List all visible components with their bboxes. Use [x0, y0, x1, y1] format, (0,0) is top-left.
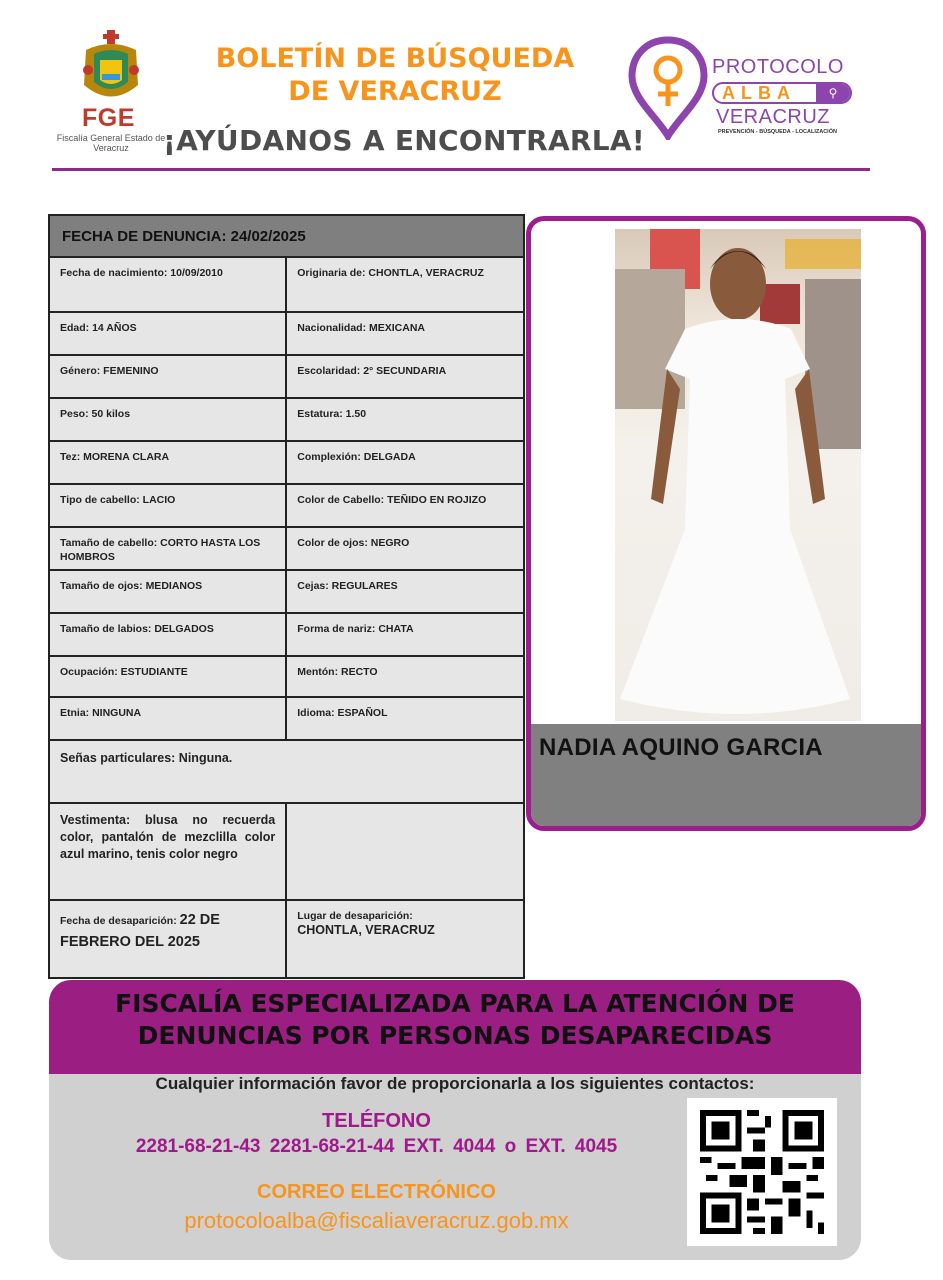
table-row — [50, 614, 523, 657]
build-cell: Complexión: DELGADA — [297, 451, 416, 463]
empty-cell — [287, 804, 523, 899]
personal-data-table — [48, 214, 525, 979]
age-cell: Edad: 14 AÑOS — [50, 313, 287, 354]
phone-heading: TELÉFONO — [322, 1110, 431, 1132]
occupation-cell: Ocupación: ESTUDIANTE — [50, 657, 287, 696]
prosecutor-office-banner — [49, 980, 861, 1076]
disappearance-date-value: 22 DE FEBRERO DEL 2025 — [60, 912, 220, 950]
missing-person-card — [526, 216, 926, 831]
veracruz-seal-logo — [78, 30, 144, 110]
prosecutor-office-title: FISCALÍA ESPECIALIZADA PARA LA ATENCIÓN DE DENUNCIAS POR PERSONAS DESAPARECIDAS — [115, 989, 795, 1050]
table-row — [50, 442, 523, 485]
language-cell: Idioma: ESPAÑOL — [297, 707, 388, 719]
weight-cell: Peso: 50 kilos — [50, 399, 287, 440]
eye-color-cell: Color de ojos: NEGRO — [297, 537, 410, 549]
height-cell: Estatura: 1.50 — [297, 408, 367, 420]
chin-cell: Mentón: RECTO — [297, 666, 378, 678]
distinguishing-marks-cell: Señas particulares: Ninguna. — [60, 751, 233, 765]
eye-size-cell: Tamaño de ojos: MEDIANOS — [50, 571, 287, 612]
qr-code[interactable] — [687, 1098, 837, 1246]
email-link[interactable]: protocoloalba@fiscaliaveracruz.gob.mx — [184, 1208, 569, 1233]
hair-color-cell: Color de Cabello: TEÑIDO EN ROJIZO — [297, 494, 487, 506]
schooling-cell: Escolaridad: 2° SECUNDARIA — [297, 365, 447, 377]
phone-numbers[interactable]: 2281-68-21-43 2281-68-21-44 EXT. 4044 o EXT. 4045 — [135, 1136, 618, 1157]
nose-shape-cell: Forma de nariz: CHATA — [297, 623, 414, 635]
table-row — [50, 657, 523, 698]
skin-tone-cell: Tez: MORENA CLARA — [50, 442, 287, 483]
header-divider — [52, 168, 870, 171]
table-row — [50, 741, 523, 804]
table-row — [50, 528, 523, 571]
qr-code-icon — [687, 1098, 837, 1246]
search-icon: ⚲ — [816, 84, 850, 102]
hair-type-cell: Tipo de cabello: LACIO — [50, 485, 287, 526]
table-row — [50, 399, 523, 442]
alba-search-bar — [712, 82, 852, 104]
bulletin-title-line1: BOLETÍN DE BÚSQUEDA — [215, 43, 575, 74]
ethnicity-cell: Etnia: NINGUNA — [50, 698, 287, 739]
table-row — [50, 901, 523, 977]
bulletin-title — [170, 42, 620, 108]
bulletin-title-line2: DE VERACRUZ — [288, 76, 502, 107]
alba-tagline: PREVENCIÓN - BÚSQUEDA - LOCALIZACIÓN — [718, 129, 837, 135]
disappearance-place-label: Lugar de desaparición: — [297, 910, 413, 922]
contact-request-text: Cualquier información favor de proporcionarla a los siguientes contactos: — [155, 1074, 755, 1093]
disappearance-place-cell — [287, 901, 523, 977]
name-bar — [531, 724, 921, 831]
location-pin-female-icon — [628, 36, 708, 140]
origin-cell: Originaria de: CHONTLA, VERACRUZ — [297, 267, 484, 279]
table-row — [50, 485, 523, 528]
nationality-cell: Nacionalidad: MEXICANA — [297, 322, 426, 334]
alba-veracruz-text: VERACRUZ — [716, 106, 831, 128]
email-heading: CORREO ELECTRÓNICO — [257, 1181, 496, 1203]
fge-logo-text: FGE — [82, 104, 135, 132]
gender-cell: Género: FEMENINO — [50, 356, 287, 397]
fge-subtitle: Fiscalía General Estado de Veracruz — [56, 133, 166, 153]
alba-protocolo-text: PROTOCOLO — [712, 56, 844, 78]
missing-person-photo — [615, 229, 861, 721]
table-row — [50, 571, 523, 614]
alba-word: ALBA — [722, 83, 796, 103]
eyebrows-cell: Cejas: REGULARES — [297, 580, 398, 592]
table-row — [50, 698, 523, 741]
table-row — [50, 313, 523, 356]
missing-person-name: NADIA AQUINO GARCIA — [539, 734, 823, 761]
hair-length-cell: Tamaño de cabello: CORTO HASTA LOS HOMBROS — [50, 528, 287, 569]
clothing-cell: Vestimenta: blusa no recuerda color, pantalón de mezclilla color azul marino, tenis color negro — [50, 804, 287, 899]
disappearance-date-label: Fecha de desaparición: — [60, 915, 180, 927]
birthdate-cell: Fecha de nacimiento: 10/09/2010 — [50, 258, 287, 311]
report-date-header: FECHA DE DENUNCIA: 24/02/2025 — [50, 216, 523, 258]
photo-illustration — [615, 229, 861, 721]
help-find-her-heading: ¡AYÚDANOS A ENCONTRARLA! — [163, 124, 645, 157]
lip-size-cell: Tamaño de labios: DELGADOS — [50, 614, 287, 655]
disappearance-place-value: CHONTLA, VERACRUZ — [297, 923, 435, 937]
table-row — [50, 804, 523, 901]
disappearance-date-cell — [50, 901, 287, 977]
contacts-panel — [49, 1074, 861, 1260]
table-row — [50, 258, 523, 313]
table-row — [50, 356, 523, 399]
